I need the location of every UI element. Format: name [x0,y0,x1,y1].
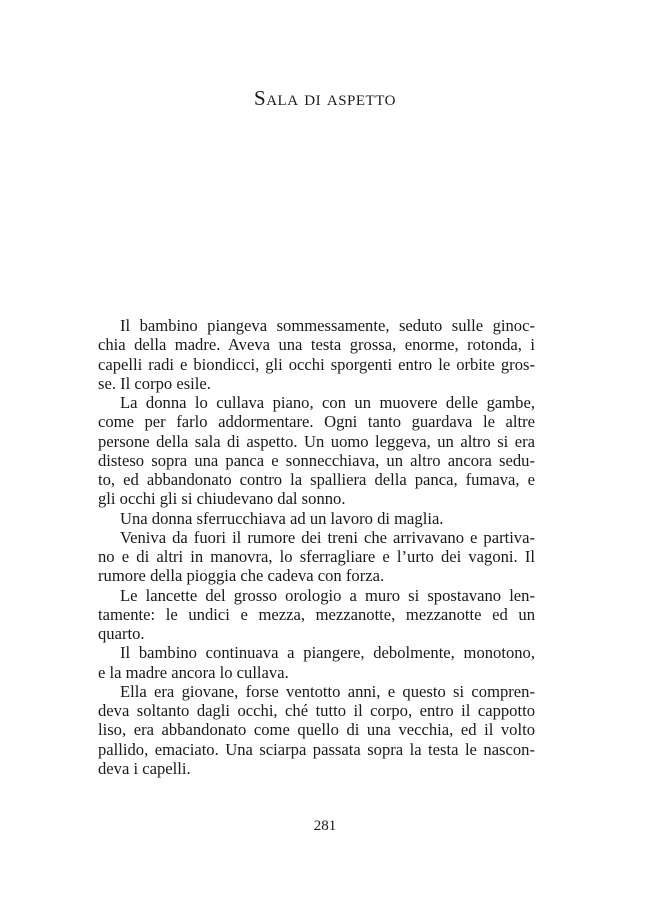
text-line: no e di altri in manovra, lo sferragliare e l’urto dei vagoni. Il [98,547,535,566]
text-line: rumore della pioggia che cadeva con forza. [98,566,385,586]
text-line: to, ed abbandonato contro la spalliera della panca, fumava, e [98,470,535,489]
text-line: deva i capelli. [98,758,191,778]
text-line: liso, era abbandonato come quello di una vecchia, ed il volto [98,720,535,740]
text-line: gli occhi gli si chiudevano dal sonno. [98,489,346,509]
text-line: come per farlo addormentare. Ogni tanto guardava le altre [98,412,535,432]
text-line: Veniva da fuori il rumore dei treni che arrivavano e partiva- [120,527,535,547]
text-line: tamente: le undici e mezza, mezzanotte, mezzanotte ed un [98,604,535,624]
text-line: Ella era giovane, forse ventotto anni, e questo si compren- [120,681,535,701]
body-text [98,316,535,778]
text-line: deva soltanto dagli occhi, ché tutto il corpo, entro il cappotto [98,701,535,720]
text-line: Le lancette del grosso orologio a muro si spostavano len- [120,585,535,605]
text-line: quarto. [98,624,145,643]
chapter-title: Sala di aspetto [254,86,396,110]
text-line: capelli radi e biondicci, gli occhi sporgenti entro le orbite gros- [98,354,535,374]
text-line: e la madre ancora lo cullava. [98,662,289,682]
text-line: Il bambino piangeva sommessamente, seduto sulle ginoc- [120,316,535,335]
page-number: 281 [313,818,337,834]
text-line: pallido, emaciato. Una sciarpa passata sopra la testa le nascon- [98,739,535,759]
text-line: Il bambino continuava a piangere, debolmente, monotono, [120,643,535,663]
text-line: La donna lo cullava piano, con un muovere delle gambe, [120,393,535,412]
text-line: persone della sala di aspetto. Un uomo leggeva, un altro si era [98,431,535,451]
text-line: chia della madre. Aveva una testa grossa, enorme, rotonda, i [98,335,535,355]
text-line: se. Il corpo esile. [98,373,211,393]
text-line: Una donna sferrucchiava ad un lavoro di maglia. [120,508,444,528]
text-line: disteso sopra una panca e sonnecchiava, un altro ancora sedu- [98,450,535,470]
